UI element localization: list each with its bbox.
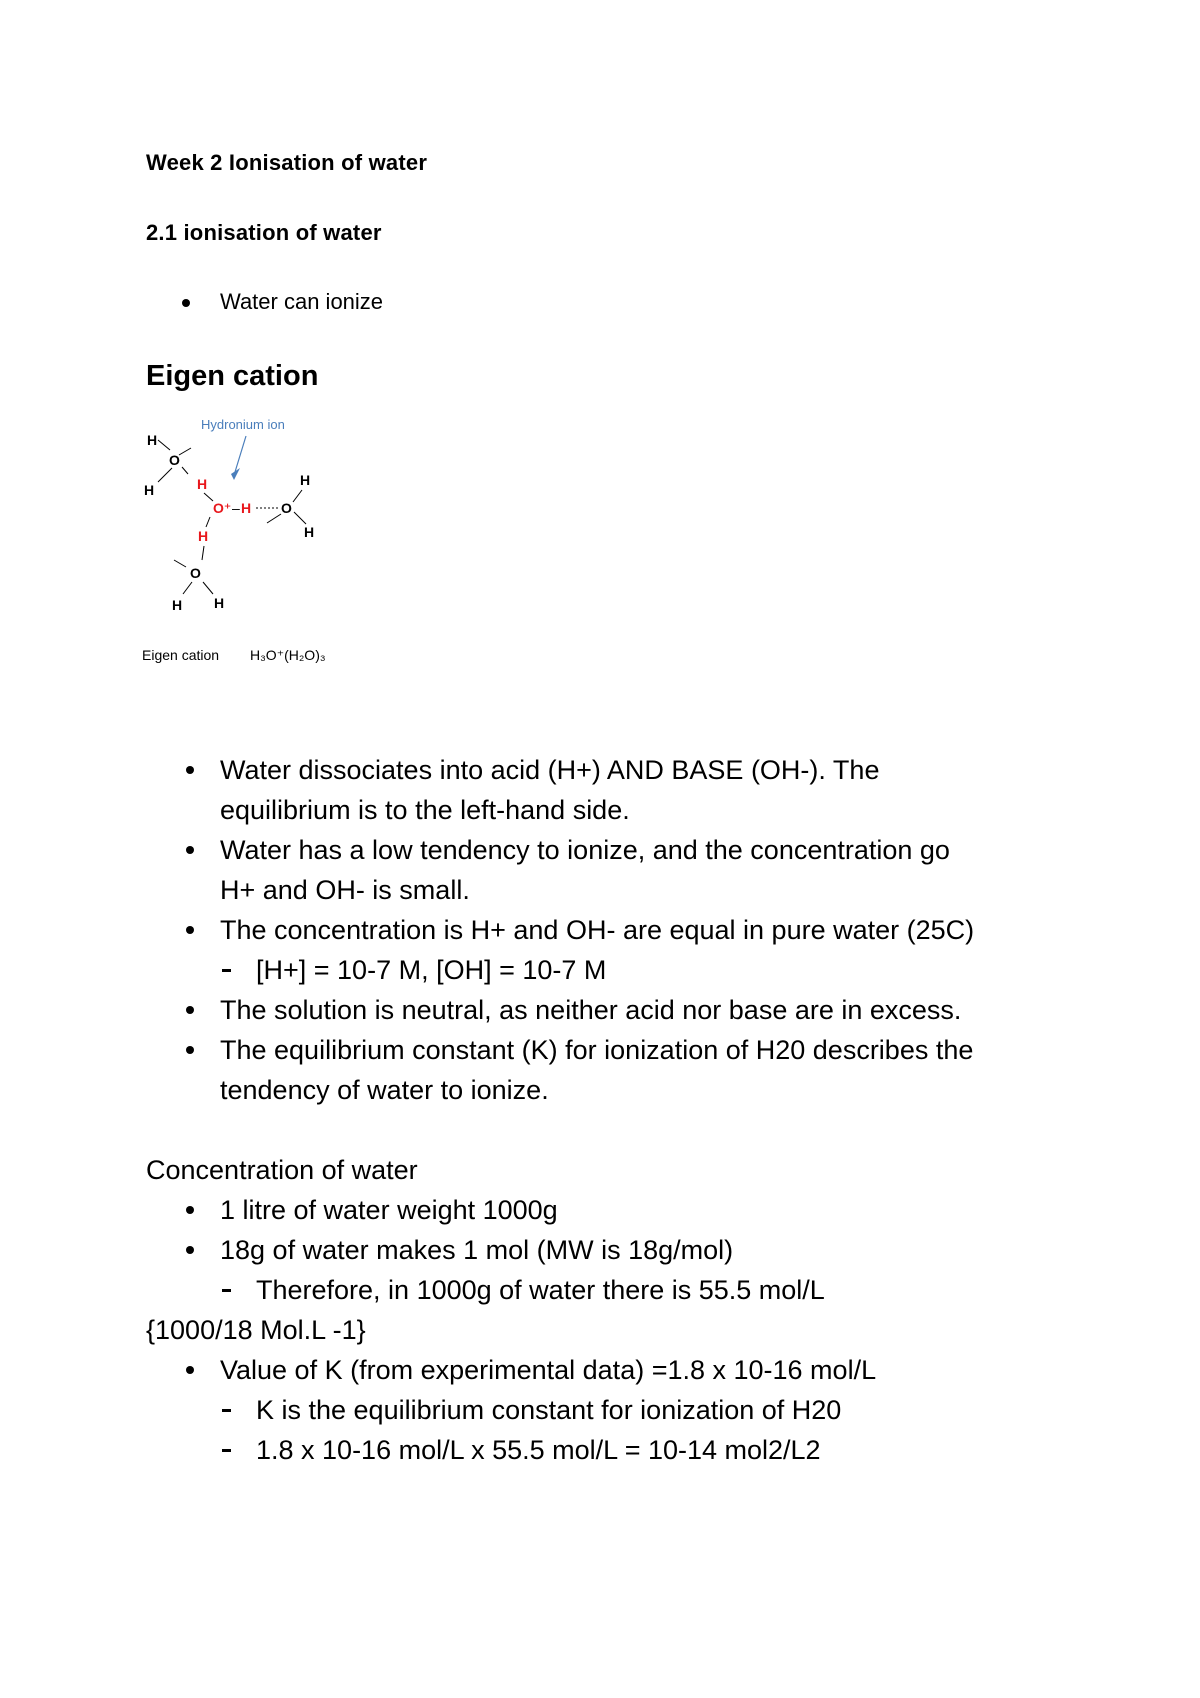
bond bbox=[267, 514, 281, 523]
atom-o: O bbox=[190, 565, 201, 581]
list-item-text: The solution is neutral, as neither acid nor base are in excess. bbox=[220, 995, 962, 1025]
list-item-text: Water has a low tendency to ionize, and the concentration go bbox=[220, 835, 950, 865]
sub-list-item bbox=[146, 1270, 1146, 1310]
bond bbox=[293, 490, 302, 502]
list-item bbox=[146, 910, 1146, 950]
list-item bbox=[146, 990, 1146, 1030]
eigen-heading: Eigen cation bbox=[146, 360, 319, 392]
list-item-text: Value of K (from experimental data) =1.8 x 10-16 mol/L bbox=[220, 1355, 877, 1385]
sub-list-item bbox=[146, 1430, 1146, 1470]
bullet-icon bbox=[186, 1046, 194, 1054]
list-item bbox=[146, 1230, 1146, 1270]
formula-line bbox=[146, 1310, 1146, 1350]
dash-icon bbox=[222, 1289, 231, 1292]
concentration-title-row bbox=[146, 1150, 1146, 1190]
atom-h-red: H bbox=[198, 528, 209, 544]
sub-list-item bbox=[146, 1390, 1146, 1430]
list-item-text: equilibrium is to the left-hand side. bbox=[220, 795, 630, 825]
bullet-icon bbox=[186, 926, 194, 934]
atom-o-plus: O⁺ bbox=[213, 500, 232, 516]
list-item-text: H+ and OH- is small. bbox=[220, 875, 470, 905]
atom-o: O bbox=[169, 452, 180, 468]
atom-o: O bbox=[281, 500, 292, 516]
bullet-icon bbox=[186, 1006, 194, 1014]
page-title: Week 2 Ionisation of water bbox=[146, 150, 428, 175]
list-item-continuation bbox=[146, 1070, 1146, 1110]
list-item-text: 18g of water makes 1 mol (MW is 18g/mol) bbox=[220, 1235, 734, 1265]
sub-list-item-text: Therefore, in 1000g of water there is 55.5 mol/L bbox=[256, 1275, 825, 1305]
list-item bbox=[146, 830, 1146, 870]
list-item-text: Water can ionize bbox=[220, 289, 384, 314]
list-item-continuation bbox=[146, 790, 1146, 830]
atom-h: H bbox=[147, 432, 158, 448]
list-item-text: 1 litre of water weight 1000g bbox=[220, 1195, 558, 1225]
atom-h: H bbox=[304, 524, 315, 540]
sub-list-item-text: K is the equilibrium constant for ionization of H20 bbox=[256, 1395, 842, 1425]
hydronium-label: Hydronium ion bbox=[201, 417, 285, 432]
bond bbox=[202, 546, 204, 560]
figure-caption: Eigen cation bbox=[142, 647, 220, 663]
list-item-text: Water dissociates into acid (H+) AND BASE (OH-). The bbox=[220, 755, 880, 785]
sub-list-item bbox=[146, 950, 1146, 990]
list-item-text: tendency of water to ionize. bbox=[220, 1075, 549, 1105]
bond bbox=[203, 582, 213, 594]
concentration-title: Concentration of water bbox=[146, 1155, 418, 1185]
list-item bbox=[146, 1190, 1146, 1230]
bullet-icon bbox=[186, 1206, 194, 1214]
bond bbox=[206, 517, 210, 527]
dash-icon bbox=[222, 969, 231, 972]
atom-h: H bbox=[214, 595, 225, 611]
bullet-icon bbox=[182, 299, 190, 307]
bond bbox=[179, 448, 191, 455]
section-heading: 2.1 ionisation of water bbox=[146, 220, 382, 245]
bullet-icon bbox=[186, 1246, 194, 1254]
atom-h: H bbox=[300, 472, 311, 488]
list-item-text: The equilibrium constant (K) for ionization of H20 describes the bbox=[220, 1035, 974, 1065]
hydronium-arrow bbox=[235, 436, 246, 472]
atom-h: H bbox=[144, 482, 155, 498]
bond bbox=[158, 440, 170, 450]
list-item bbox=[146, 750, 1146, 790]
bond bbox=[174, 560, 186, 567]
notes-body bbox=[146, 750, 1146, 1470]
atom-h-red: H bbox=[241, 500, 252, 516]
bond-symbol: – bbox=[232, 500, 240, 516]
formula-text: {1000/18 Mol.L -1} bbox=[146, 1315, 366, 1345]
figure-formula: H₃O⁺(H₂O)₃ bbox=[250, 647, 326, 663]
bond bbox=[294, 512, 306, 524]
bond bbox=[182, 467, 188, 474]
sub-list-item-text: 1.8 x 10-16 mol/L x 55.5 mol/L = 10-14 mol2/L2 bbox=[256, 1435, 821, 1465]
dash-icon bbox=[222, 1409, 231, 1412]
list-item-text: The concentration is H+ and OH- are equal in pure water (25C) bbox=[220, 915, 975, 945]
bond bbox=[158, 468, 172, 482]
bond bbox=[183, 582, 192, 594]
bullet-icon bbox=[186, 766, 194, 774]
atom-h-red: H bbox=[197, 476, 208, 492]
list-item bbox=[146, 1030, 1146, 1070]
dash-icon bbox=[222, 1449, 231, 1452]
sub-list-item-text: [H+] = 10-7 M, [OH] = 10-7 M bbox=[256, 955, 607, 985]
list-item-continuation bbox=[146, 870, 1146, 910]
bond bbox=[204, 493, 213, 501]
list-item bbox=[146, 1350, 1146, 1390]
atom-h: H bbox=[172, 597, 183, 613]
bullet-icon bbox=[186, 1366, 194, 1374]
eigen-cation-diagram bbox=[136, 410, 366, 680]
bullet-icon bbox=[186, 846, 194, 854]
